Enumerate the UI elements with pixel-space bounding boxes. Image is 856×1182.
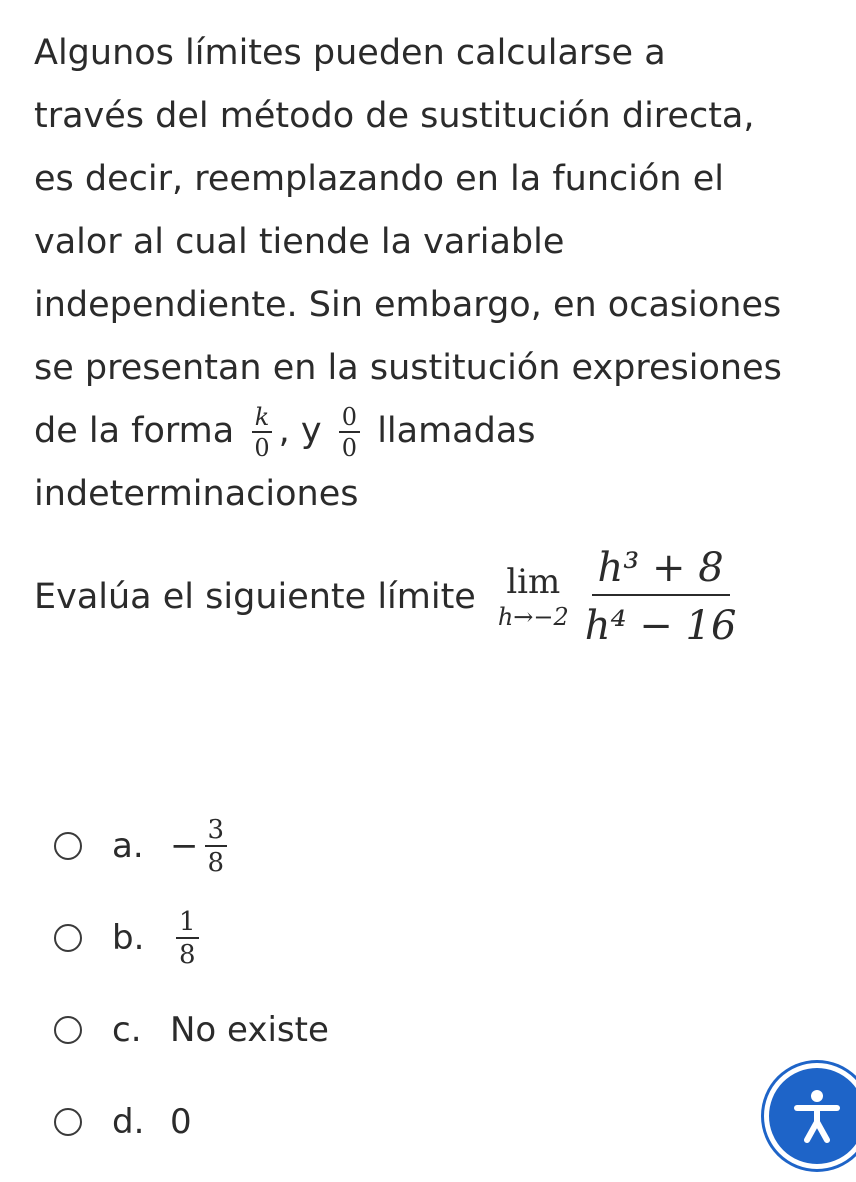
paragraph-line: Algunos límites pueden calcularse a <box>34 33 666 73</box>
radio-button[interactable] <box>54 832 82 860</box>
fraction-numerator: 0 <box>339 405 360 433</box>
fraction-denominator: 0 <box>254 433 270 462</box>
radio-button[interactable] <box>54 1108 82 1136</box>
fraction-denominator: 8 <box>207 847 225 878</box>
option-letter: d. <box>112 1102 145 1142</box>
evaluate-label: Evalúa el siguiente límite <box>34 577 476 617</box>
accessibility-button[interactable] <box>764 1063 856 1169</box>
option-letter: b. <box>112 918 145 958</box>
answer-options <box>54 800 329 1168</box>
question-text <box>34 22 844 526</box>
option-value <box>170 906 205 970</box>
fraction-0-over-0 <box>339 402 360 462</box>
fraction-denominator: 8 <box>179 939 196 970</box>
limit-numerator: h³ + 8 <box>592 548 730 596</box>
option-a[interactable] <box>54 800 329 892</box>
fraction-numerator: k <box>252 405 273 433</box>
option-fraction <box>176 906 199 970</box>
minus-sign: − <box>170 826 199 866</box>
question-paragraph <box>34 22 844 526</box>
form-separator: , y <box>278 411 322 451</box>
paragraph-line: indeterminaciones <box>34 474 359 514</box>
paragraph-line: independiente. Sin embargo, en ocasiones <box>34 285 782 325</box>
option-b[interactable] <box>54 892 329 984</box>
paragraph-line: través del método de sustitución directa, <box>34 96 755 136</box>
radio-button[interactable] <box>54 1016 82 1044</box>
paragraph-line: es decir, reemplazando en la función el <box>34 159 724 199</box>
evaluate-limit-row <box>34 545 742 649</box>
limit-denominator: h⁴ − 16 <box>584 603 737 649</box>
option-c[interactable] <box>54 984 329 1076</box>
limit-word: lim <box>506 562 561 602</box>
option-value: 0 <box>170 1102 192 1142</box>
option-value <box>170 814 233 878</box>
accessibility-person-icon <box>787 1086 847 1146</box>
paragraph-line-forms <box>34 400 844 463</box>
form-suffix: llamadas <box>377 411 536 451</box>
option-d[interactable] <box>54 1076 329 1168</box>
fraction-denominator: 0 <box>341 433 358 462</box>
option-fraction <box>205 814 228 878</box>
fraction-numerator: 1 <box>176 909 199 939</box>
limit-fraction <box>579 545 743 649</box>
fraction-numerator: 3 <box>205 817 228 847</box>
paragraph-line: valor al cual tiende la variable <box>34 222 565 262</box>
limit-subscript: h→−2 <box>497 603 569 631</box>
fraction-k-over-0 <box>251 402 272 462</box>
option-letter: c. <box>112 1010 142 1050</box>
limit-operator <box>497 562 569 631</box>
form-prefix: de la forma <box>34 411 235 451</box>
radio-button[interactable] <box>54 924 82 952</box>
paragraph-line: se presentan en la sustitución expresiones <box>34 348 782 388</box>
option-letter: a. <box>112 826 144 866</box>
option-value: No existe <box>170 1010 329 1050</box>
